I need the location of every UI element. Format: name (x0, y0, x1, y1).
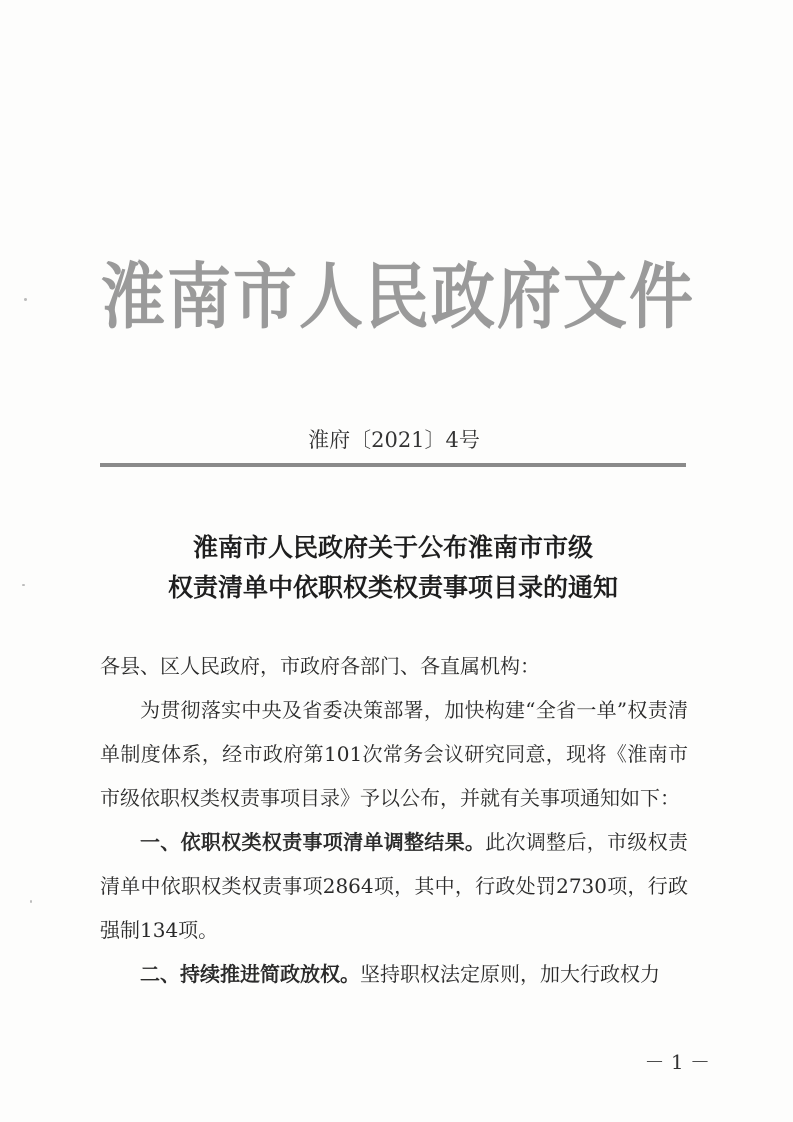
document-body (100, 644, 688, 996)
section-1-text: 此次调整后，市级权责清单中依职权类权责事项2864项，其中，行政处罚2730项，行政强制134项。 (100, 830, 689, 942)
masthead-title: 淮南市人民政府文件 (101, 255, 695, 340)
masthead-divider (100, 463, 686, 467)
paragraph-intro (100, 688, 688, 820)
addressee: 各县、区人民政府，市政府各部门、各直属机构： (100, 654, 540, 678)
section-1-heading: 一、依职权类权责事项清单调整结果。 (140, 830, 486, 854)
paragraph-intro-text: 为贯彻落实中央及省委决策部署，加快构建“全省一单”权责清单制度体系，经市政府第101次常务会议研究同意，现将《淮南市市级依职权类权责事项目录》予以公布，并就有关事项通知如下： (100, 698, 688, 810)
title-line-2: 权责清单中依职权类权责事项目录的通知 (167, 573, 618, 602)
page-number: － 1 － (644, 1050, 710, 1074)
section-2-heading: 二、持续推进简政放权。 (140, 962, 360, 986)
title-line-1: 淮南市人民政府关于公布淮南市市级 (192, 533, 593, 562)
section-2-text: 坚持职权法定原则，加大行政权力 (360, 962, 660, 986)
document-number: 淮府〔2021〕4号 (308, 428, 480, 452)
document-title (100, 528, 686, 608)
paragraph-section-1 (100, 820, 688, 952)
paragraph-section-2 (100, 952, 688, 996)
